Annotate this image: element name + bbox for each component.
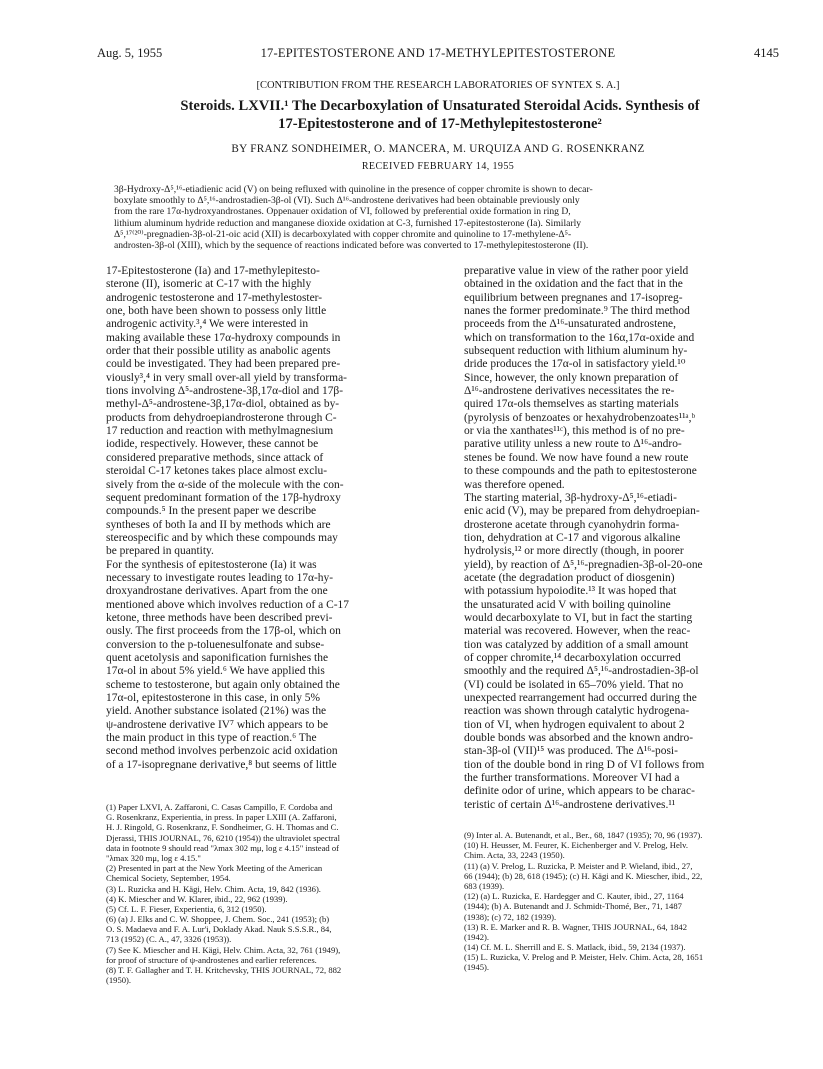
body-text-line: sequent predominant formation of the 17β-hydroxy: [106, 491, 341, 504]
footnote-line: (10) H. Heusser, M. Feurer, K. Eichenberger and V. Prelog, Helv.: [464, 840, 689, 851]
body-text-line: iodide, respectively. However, these cannot be: [106, 438, 319, 451]
body-text-line: smoothly and the required Δ⁵,¹⁶-androstadien-3β-ol: [464, 665, 699, 678]
footnote-line: (8) T. F. Gallagher and T. H. Kritchevsky, THIS JOURNAL, 72, 882: [106, 965, 342, 975]
header-running-title: 17-EPITESTOSTERONE AND 17-METHYLEPITESTOSTERONE: [260, 46, 616, 60]
abstract-line: 3β-Hydroxy-Δ⁵,¹⁶-etiadienic acid (V) on being refluxed with quinoline in the presence of copper chromite is shown to decar-: [114, 184, 593, 195]
body-text-line: the main product in this type of reaction.⁶ The: [106, 732, 317, 745]
body-text-line: teristic of certain Δ¹⁶-androstene derivatives.¹¹: [464, 798, 676, 811]
body-text-line: parative utility unless a new route to Δ¹⁶-andro-: [464, 438, 682, 451]
abstract-line: from the rare 17α-hydroxyandrostanes. Oppenauer oxidation of VI, followed by preferential oxide formation in ring D,: [114, 206, 571, 218]
abstract-line: androsten-3β-ol (XIII), which by the sequence of reactions indicated before was converted to 17-methylepitestosterone (II).: [114, 240, 589, 252]
body-text-line: (pyrolysis of benzoates or hexahydrobenzoates¹¹ᵃ,ᵇ: [464, 411, 696, 424]
footnote-line: (1938); (c) 72, 182 (1939).: [464, 911, 557, 922]
article-title: [97, 97, 783, 133]
body-text-line: hydrolysis,¹² or more directly (though, in poorer: [464, 545, 684, 558]
body-text-line: double bonds was absorbed and the known andro-: [464, 732, 694, 745]
footnote-line: (2) Presented in part at the New York Meeting of the American: [106, 863, 323, 874]
body-text-line: sively from the α-side of the molecule with the con-: [106, 478, 344, 491]
body-text-line: dride produces the 17α-ol in satisfactory yield.¹⁰: [464, 358, 686, 371]
abstract-line: boxylate smoothly to Δ⁵,¹⁶-androstadien-3β-ol (VI). Such Δ¹⁶-androstene derivatives had been obtainable previously only: [114, 195, 580, 207]
footnote-line: (1) Paper LXVI, A. Zaffaroni, C. Casas Campillo, F. Cordoba and: [106, 802, 333, 812]
right-column: [464, 265, 808, 973]
body-text-line: stan-3β-ol (VII)¹⁵ was produced. The Δ¹⁶-posi-: [464, 745, 678, 758]
body-text-line: 17α-ol in about 5% yield.⁶ We have applied this: [106, 665, 325, 678]
body-text-line: ously. The first proceeds from the 17β-ol, which on: [106, 625, 341, 638]
body-text-line: steroidal C-17 ketones takes place almost exclu-: [106, 465, 328, 478]
body-text-line: could be investigated. They had been prepared pre-: [106, 358, 341, 371]
footnote-line: (3) L. Ruzicka and H. Kägi, Helv. Chim. Acta, 19, 842 (1936).: [106, 883, 321, 894]
footnote-line: O. S. Madaeva and F. A. Lur'i, Doklady Akad. Nauk S.S.S.R., 84,: [106, 924, 332, 935]
body-text-line: tion was catalyzed by addition of a small amount: [464, 638, 689, 651]
footnote-line: (5) Cf. L. F. Fieser, Experientia, 6, 312 (1950).: [106, 903, 267, 914]
header-date: Aug. 5, 1955: [97, 46, 163, 60]
author-line: BY FRANZ SONDHEIMER, O. MANCERA, M. URQUIZA AND G. ROSENKRANZ: [231, 143, 645, 155]
body-text-line: ψ-androstene derivative IV⁷ which appears to be: [106, 718, 329, 731]
body-text-line: tion, dehydration at C-17 and vigorous alkaline: [464, 531, 681, 544]
footnote-line: (15) L. Ruzicka, V. Prelog and P. Meister, Helv. Chim. Acta, 28, 1651: [464, 952, 704, 963]
footnote-line: (1945).: [464, 962, 490, 973]
body-text-line: of copper chromite,¹⁴ decarboxylation occurred: [464, 651, 681, 664]
abstract: [114, 184, 798, 251]
body-text-line: second method involves perbenzoic acid oxidation: [106, 745, 338, 758]
body-text-line: was therefore opened.: [464, 478, 565, 491]
body-text-line: conversion to the p-toluenesulfonate and subse-: [106, 638, 325, 651]
footnote-line: (7) See K. Miescher and H. Kägi, Helv. Chim. Acta, 32, 761 (1949),: [106, 944, 341, 955]
footnote-line: Chemical Society, September, 1954.: [106, 873, 231, 884]
footnote-line: (1944); (b) A. Butenandt and J. Schmidt-Thomé, Ber., 71, 1487: [464, 901, 682, 912]
left-column: [106, 265, 450, 986]
footnote-line: (11) (a) V. Prelog, L. Ruzicka, P. Meister and P. Wieland, ibid., 27,: [464, 860, 693, 871]
footnote-line: 713 (1952) (C. A., 47, 3326 (1953)).: [106, 934, 232, 945]
body-text-line: tions involving Δ⁵-androstene-3β,17α-diol and 17β-: [106, 385, 344, 398]
body-text-line: nanes the former predominate.⁹ The third method: [464, 305, 690, 318]
body-text-line: products from dehydroepiandrosterone through C-: [106, 411, 337, 424]
body-text-line: to these compounds and the path to epitestosterone: [464, 465, 697, 478]
footnote-line: for proof of structure of ψ-androstenes and earlier references.: [106, 954, 317, 965]
body-text-line: syntheses of both Ia and II by methods which are: [106, 518, 331, 531]
body-text-line: definite odor of urine, which appears to be charac-: [464, 785, 695, 798]
footnote-line: 683 (1939).: [464, 880, 505, 891]
body-text-line: stereospecific and by which these compounds may: [106, 531, 338, 544]
footnote-line: Djerassi, THIS JOURNAL, 76, 6210 (1954)) the ultraviolet spectral: [106, 832, 340, 843]
body-text-line: viously³,⁴ in very small over-all yield by transforma-: [106, 371, 347, 384]
footnote-line: data in footnote 9 should read "λmax 302 mμ, log ε 4.15" instead of: [106, 842, 340, 853]
body-text-line: sterone (II), isomeric at C-17 with the highly: [106, 278, 312, 291]
footnote-line: (14) Cf. M. L. Sherrill and E. S. Matlack, ibid., 59, 2134 (1937).: [464, 942, 686, 953]
body-text-line: unexpected rearrangement had occurred during the: [464, 692, 697, 704]
body-text-line: quired 17α-ols themselves as starting materials: [464, 398, 679, 411]
footnote-line: (13) R. E. Marker and R. B. Wagner, THIS JOURNAL, 64, 1842: [464, 921, 688, 932]
body-text-line: one, both have been shown to possess only little: [106, 305, 327, 318]
body-text-line: which on transformation to the 16α,17α-oxide and: [464, 331, 695, 344]
body-text-line: quent acetolysis and saponification furnishes the: [106, 651, 329, 664]
body-text-line: equilibrium between pregnanes and 17-isopreg-: [464, 291, 683, 304]
body-text-line: Since, however, the only known preparation of: [464, 371, 679, 384]
body-text-line: tion of the double bond in ring D of VI follows from: [464, 758, 705, 771]
body-text-line: the further transformations. Moreover VI had a: [464, 772, 680, 785]
body-text-line: with potassium hypoiodite.¹³ It was hoped that: [464, 585, 677, 598]
body-text-line: Δ¹⁶-androstene derivatives necessitates the re-: [464, 385, 675, 398]
body-text-line: stenes be found. We now have found a new route: [464, 451, 689, 464]
body-text-line: subsequent reduction with lithium aluminum hy-: [464, 345, 688, 358]
body-text-line: the unsaturated acid V with boiling quinoline: [464, 598, 671, 611]
body-text-line: material was recovered. However, when the reac-: [464, 625, 691, 638]
body-text-line: tion of VI, when hydrogen equivalent to about 2: [464, 718, 685, 731]
body-text-line: (VI) could be isolated in 65–70% yield. That no: [464, 678, 684, 691]
header-page-number: 4145: [754, 46, 779, 60]
body-text-line: methyl-Δ⁵-androstene-3β,17α-diol, obtained as by-: [106, 398, 340, 411]
body-text-line: considered preparative methods, since attack of: [106, 451, 324, 464]
body-text-line: necessary to investigate routes leading to 17α-hy-: [106, 571, 334, 584]
footnote-line: Chim. Acta, 33, 2243 (1950).: [464, 850, 565, 861]
body-text-line: ketone, three methods have been described previ-: [106, 611, 333, 624]
footnote-line: (6) (a) J. Elks and C. W. Shoppee, J. Chem. Soc., 241 (1953); (b): [106, 914, 330, 925]
footnote-line: (1950).: [106, 975, 132, 986]
body-text-line: be prepared in quantity.: [106, 545, 214, 558]
received-date: RECEIVED FEBRUARY 14, 1955: [361, 161, 515, 172]
contribution-line: [CONTRIBUTION FROM THE RESEARCH LABORATORIES OF SYNTEX S. A.]: [256, 80, 620, 91]
left-column-body: [106, 265, 450, 772]
body-text-line: 17α-ol, epitestosterone in this case, in only 5%: [106, 692, 321, 704]
title-line: 17-Epitestosterone and of 17-Methylepitestosterone²: [278, 116, 602, 132]
footnote-line: (4) K. Miescher and W. Klarer, ibid., 22, 962 (1939).: [106, 893, 288, 904]
body-text-line: would decarboxylate to VI, but in fact the starting: [464, 611, 693, 624]
footnote-line: "λmax 320 mμ, log ε 4.15.": [106, 852, 201, 863]
running-header: [97, 46, 779, 62]
body-text-line: The starting material, 3β-hydroxy-Δ⁵,¹⁶-etiadi-: [464, 491, 677, 504]
body-text-line: preparative value in view of the rather poor yield: [464, 265, 689, 277]
title-line: Steroids. LXVII.¹ The Decarboxylation of Unsaturated Steroidal Acids. Synthesis of: [180, 98, 700, 114]
body-text-line: mentioned above which involves reduction of a C-17: [106, 598, 349, 611]
body-text-line: of a 17-isopregnane derivative,⁸ but seems of little: [106, 758, 337, 771]
body-text-line: 17 reduction and reaction with methylmagnesium: [106, 425, 334, 438]
body-text-line: reaction was shown through catalytic hydrogena-: [464, 705, 690, 718]
body-text-line: For the synthesis of epitestosterone (Ia) it was: [106, 558, 317, 571]
footnote-line: (9) Inter al. A. Butenandt, et al., Ber., 68, 1847 (1935); 70, 96 (1937).: [464, 830, 703, 840]
footnote-line: 66 (1944); (b) 28, 618 (1945); (c) H. Kägi and K. Miescher, ibid., 22,: [464, 870, 703, 881]
footnote-line: G. Rosenkranz, Experientia, in press. In paper LXIII (A. Zaffaroni,: [106, 812, 337, 823]
body-text-line: making available these 17α-hydroxy compounds in: [106, 331, 341, 344]
body-text-line: yield. Another substance isolated (21%) was the: [106, 705, 327, 718]
abstract-line: Δ⁵,¹⁷⁽²⁰⁾-pregnadien-3β-ol-21-oic acid (XII) is decarboxylated with copper chromite and quinoline to 17-methylene-Δ⁵-: [114, 228, 572, 240]
body-text-line: obtained in the oxidation and the fact that in the: [464, 278, 683, 291]
left-footnotes: [106, 802, 450, 985]
abstract-line: lithium aluminum hydride reduction and manganese dioxide oxidation at C-3, furnished 17-epitestosterone (Ia). Similarly: [114, 217, 582, 229]
footnote-line: (12) (a) L. Ruzicka, E. Hardegger and C. Kauter, ibid., 27, 1164: [464, 891, 684, 902]
body-text-line: scheme to testosterone, but again only obtained the: [106, 678, 340, 691]
body-text-line: proceeds from the Δ¹⁶-unsaturated androstene,: [464, 318, 676, 331]
body-text-line: drosterone acetate through cyanohydrin forma-: [464, 518, 680, 531]
body-text-line: droxyandrostane derivatives. Apart from the one: [106, 585, 328, 598]
body-text-line: compounds.⁵ In the present paper we describe: [106, 505, 317, 518]
body-text-line: yield), by reaction of Δ⁵,¹⁶-pregnadien-3β-ol-20-one: [464, 558, 703, 571]
body-text-line: androgenic testosterone and 17-methylestoster-: [106, 291, 323, 304]
body-text-line: or via the xanthates¹¹ᶜ), this method is of no pre-: [464, 425, 685, 438]
body-text-line: enic acid (V), may be prepared from dehydroepian-: [464, 505, 700, 518]
body-text-line: 17-Epitestosterone (Ia) and 17-methylepitesto-: [106, 265, 320, 277]
right-column-body: [464, 265, 808, 812]
right-footnotes: [464, 830, 808, 973]
footnote-line: H. J. Ringold, G. Rosenkranz, F. Sondheimer, G. H. Thomas and C.: [106, 822, 339, 833]
body-text-line: acetate (the degradation product of diosgenin): [464, 571, 675, 584]
footnote-line: (1942).: [464, 931, 490, 942]
body-text-line: androgenic activity.³,⁴ We were interested in: [106, 318, 309, 331]
body-text-line: order that their possible utility as anabolic agents: [106, 345, 331, 358]
